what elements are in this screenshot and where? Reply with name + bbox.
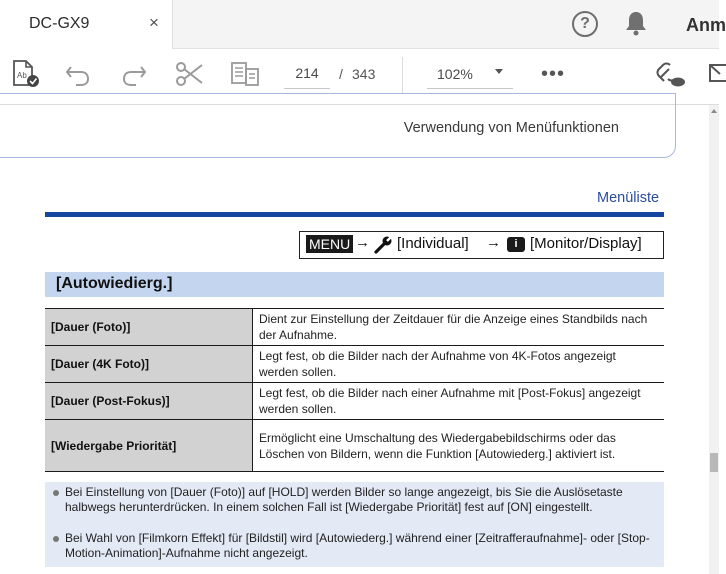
table-row [45,309,664,346]
vertical-scrollbar[interactable] [709,105,719,574]
path-arrow: → [486,234,501,251]
replace-text-icon[interactable] [230,59,260,89]
menu-button-label: MENU [306,235,353,253]
table-row [45,346,664,383]
more-options-icon[interactable]: ••• [541,63,566,85]
undo-icon[interactable] [64,59,92,89]
path-monitor-display: [Monitor/Display] [530,235,642,252]
note-text: Bei Wahl von [Filmkorn Effekt] für [Bildstil] wird [Autowiederg.] während einer [Zeitrafferaufnahme]- oder [Stop-Motion-Animation]-Aufnahme nicht angezeigt. [65,531,650,560]
chevron-down-icon [495,69,503,74]
page-number-input[interactable]: 214 [284,58,330,89]
header-rule [45,212,664,217]
setting-description: Dient zur Einstellung der Zeitdauer für die Anzeige eines Standbilds nach der Aufnahme. [253,309,665,346]
section-heading-bar [45,272,664,297]
scrollbar-thumb[interactable] [710,453,718,472]
document-tab[interactable] [0,0,173,49]
email-icon[interactable] [708,59,722,89]
note-item [53,531,659,561]
setting-name: [Dauer (Post-Fokus)] [45,383,253,420]
path-arrow: → [355,234,370,251]
setting-name: [Wiedergabe Priorität] [45,420,253,472]
cut-icon[interactable] [175,59,205,89]
toolbar-divider [402,57,403,93]
setting-description: Legt fest, ob die Bilder nach der Aufnahme von 4K-Fotos angezeigt werden sollen. [253,346,665,383]
setting-description: Legt fest, ob die Bilder nach einer Aufnahme mit [Post-Fokus] angezeigt werden sollen. [253,383,665,420]
table-row [45,383,664,420]
svg-text:Ab: Ab [17,71,27,80]
table-row [45,420,664,472]
help-icon[interactable]: ? [572,11,598,37]
close-tab-icon[interactable]: × [149,13,159,32]
tab-title[interactable]: DC-GX9 [29,15,90,32]
scroll-up-arrow-icon[interactable] [711,109,717,113]
section-heading: [Autowiedierg.] [56,275,173,292]
edit-pdf-icon[interactable] [11,59,41,89]
wrench-icon [374,236,394,254]
tab-bar [0,0,726,49]
previous-page-edge [0,93,676,158]
settings-table [45,308,664,472]
bullet-icon [53,490,59,496]
note-text: Bei Einstellung von [Dauer (Foto)] auf [HOLD] werden Bilder so lange angezeigt, bis Sie die Auslösetaste halbwegs herunterdrücken. In einem solchen Fall ist [Wiedergabe Priorität] fest auf [ON] eingestellt. [65,485,623,514]
zoom-value: 102% [437,66,473,82]
bullet-icon [53,536,59,542]
redo-icon[interactable] [120,59,148,89]
setting-name: [Dauer (Foto)] [45,309,253,346]
section-label: Menüliste [597,190,660,206]
page-total: 343 [352,66,376,82]
notes-box [45,482,664,567]
share-link-icon[interactable] [655,59,687,89]
user-name[interactable]: Anm [686,15,726,35]
zoom-dropdown[interactable] [427,58,513,89]
document-viewer[interactable] [0,105,719,574]
page-separator: / [339,66,343,82]
setting-description: Ermöglicht eine Umschaltung des Wiedergabebildschirms oder das Löschen von Bildern, wenn die Funktion [Autowiederg.] aktiviert ist. [253,420,665,472]
setting-name: [Dauer (4K Foto)] [45,346,253,383]
notification-bell-icon[interactable] [624,10,648,36]
note-item [53,485,659,515]
path-individual: [Individual] [397,235,469,252]
info-icon: i [507,237,525,252]
menu-path [299,231,664,259]
previous-page-footer: Verwendung von Menüfunktionen [403,120,619,136]
